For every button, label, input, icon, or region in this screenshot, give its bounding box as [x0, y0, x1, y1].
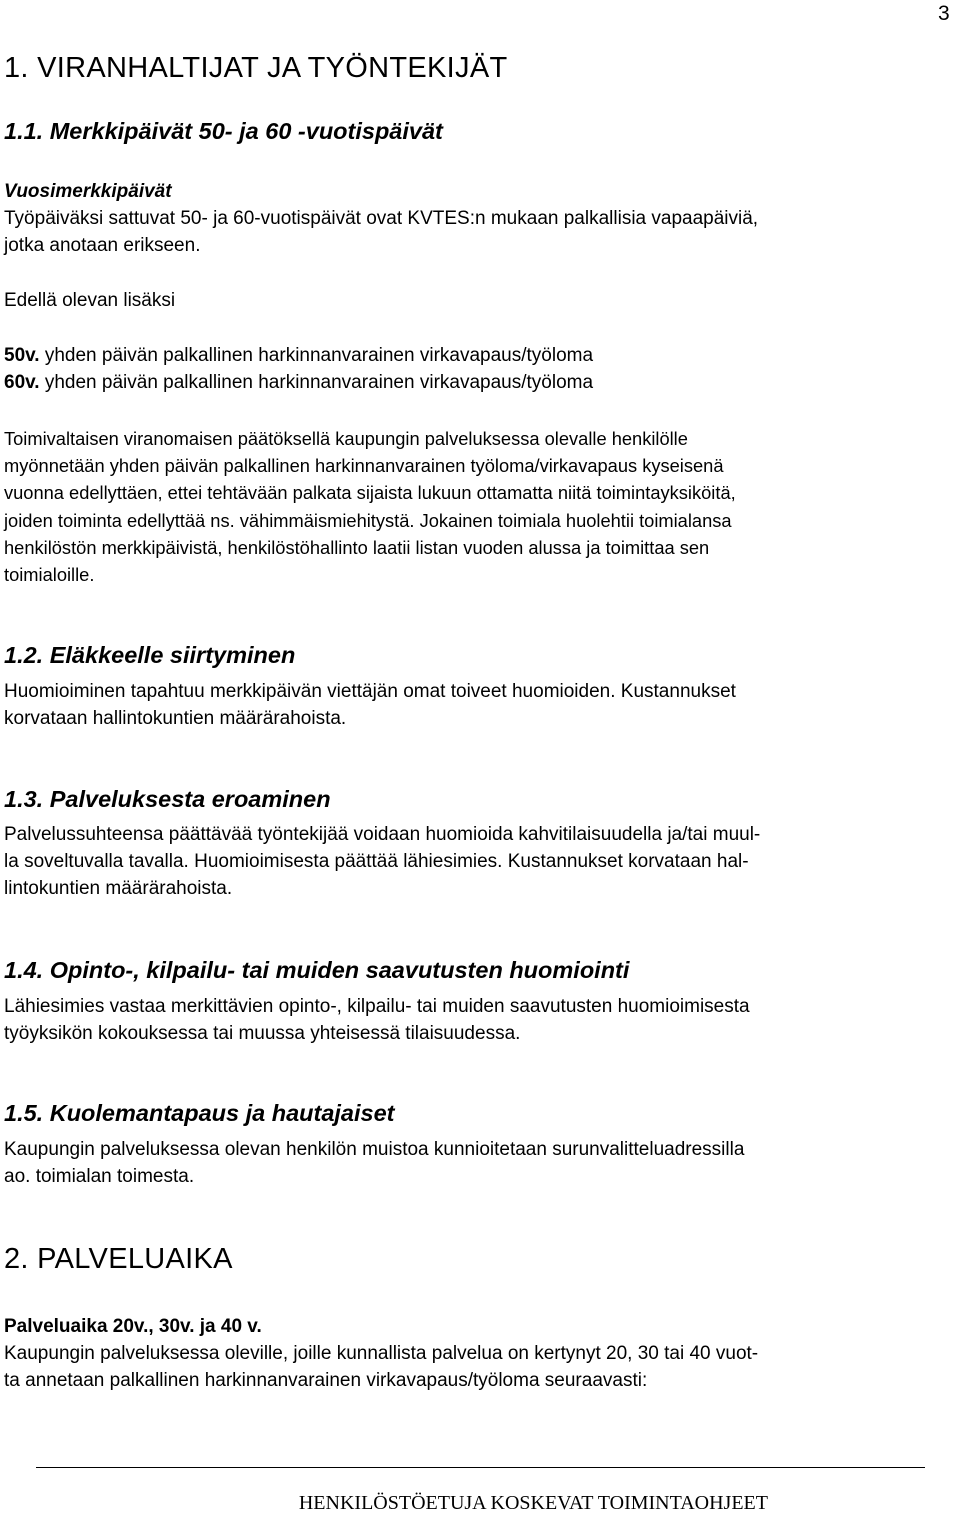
section-1-5-text — [4, 1136, 744, 1190]
list-item — [4, 369, 593, 396]
chapter-2-heading: 2. PALVELUAIKA — [4, 1243, 233, 1275]
text-line: henkilöstön merkkipäivistä, henkilöstöhallinto laatii listan vuoden alussa ja toimittaa sen — [4, 536, 710, 558]
section-1-5-heading: 1.5. Kuolemantapaus ja hautajaiset — [4, 1100, 395, 1126]
section-1-1-paragraph — [4, 425, 736, 588]
list-item — [4, 342, 593, 369]
text-line: ao. toimialan toimesta. — [4, 1166, 195, 1188]
section-1-2-heading: 1.2. Eläkkeelle siirtyminen — [4, 642, 296, 668]
section-2-text — [4, 1340, 758, 1394]
text-line: Kaupungin palveluksessa oleville, joille kunnallista palvelua on kertynyt 20, 30 tai 40 vuot- — [4, 1343, 759, 1364]
section-1-2-text — [4, 678, 736, 732]
milestone-list — [4, 342, 593, 396]
text-line: joiden toiminta edellyttää ns. vähimmäismiehitystä. Jokainen toimiala huolehtii toimialansa — [4, 509, 732, 531]
text-line: vuonna edellyttäen, ettei tehtävään palkata sijaista lukuun ottamatta niitä toimintayksiköitä, — [4, 482, 736, 504]
page-number: 3 — [938, 2, 950, 25]
chapter-1-heading: 1. VIRANHALTIJAT JA TYÖNTEKIJÄT — [4, 52, 508, 84]
list-item-label: 50v. — [4, 345, 40, 366]
text-line: työyksikön kokouksessa tai muussa yhteisessä tilaisuudessa. — [4, 1023, 521, 1045]
text-line: Palvelussuhteensa päättävää työntekijää voidaan huomioida kahvitilaisuudella ja/tai muul- — [4, 824, 761, 845]
footer-divider — [36, 1467, 925, 1468]
list-item-text: yhden päivän palkallinen harkinnanvarainen virkavapaus/työloma — [39, 345, 594, 366]
text-line: Toimivaltaisen viranomaisen päätöksellä kaupungin palveluksessa olevalle henkilölle — [4, 428, 688, 449]
text-line: toimialoille. — [4, 564, 95, 586]
section-1-3-heading: 1.3. Palveluksesta eroaminen — [4, 786, 331, 812]
section-2-subheading: Palveluaika 20v., 30v. ja 40 v. — [4, 1316, 262, 1337]
section-1-1-heading: 1.1. Merkkipäivät 50- ja 60 -vuotispäivät — [4, 118, 443, 144]
list-item-text: yhden päivän palkallinen harkinnanvarainen virkavapaus/työloma — [39, 372, 594, 394]
text-line: Huomioiminen tapahtuu merkkipäivän viettäjän omat toiveet huomioiden. Kustannukset — [4, 681, 736, 702]
list-item-label: 60v. — [4, 372, 40, 394]
text-line: korvataan hallintokuntien määrärahoista. — [4, 708, 347, 730]
text-line: Kaupungin palveluksessa olevan henkilön muistoa kunnioitetaan surunvalitteluadressilla — [4, 1139, 745, 1160]
section-1-1-intro — [4, 205, 758, 259]
section-1-4-text — [4, 993, 750, 1047]
text-line: la soveltuvalla tavalla. Huomioimisesta päättää lähiesimies. Kustannukset korvataan hal- — [4, 851, 749, 873]
text-line: Lähiesimies vastaa merkittävien opinto-, kilpailu- tai muiden saavutusten huomioimisesta — [4, 996, 750, 1017]
section-1-3-text — [4, 821, 760, 903]
section-1-1-subheading: Vuosimerkkipäivät — [4, 181, 172, 202]
text-line: lintokuntien määrärahoista. — [4, 878, 233, 900]
footer-text: HENKILÖSTÖETUJA KOSKEVAT TOIMINTAOHJEET — [298, 1492, 768, 1514]
text-line: jotka anotaan erikseen. — [4, 235, 201, 257]
in-addition-text: Edellä olevan lisäksi — [4, 290, 176, 311]
text-line: ta annetaan palkallinen harkinnanvarainen virkavapaus/työloma seuraavasti: — [4, 1370, 648, 1392]
section-1-4-heading: 1.4. Opinto-, kilpailu- tai muiden saavutusten huomiointi — [4, 957, 630, 983]
text-line: Työpäiväksi sattuvat 50- ja 60-vuotispäivät ovat KVTES:n mukaan palkallisia vapaapäiviä, — [4, 208, 759, 229]
text-line: myönnetään yhden päivän palkallinen harkinnanvarainen työloma/virkavapaus kyseisenä — [4, 455, 724, 477]
footer — [0, 1492, 960, 1515]
